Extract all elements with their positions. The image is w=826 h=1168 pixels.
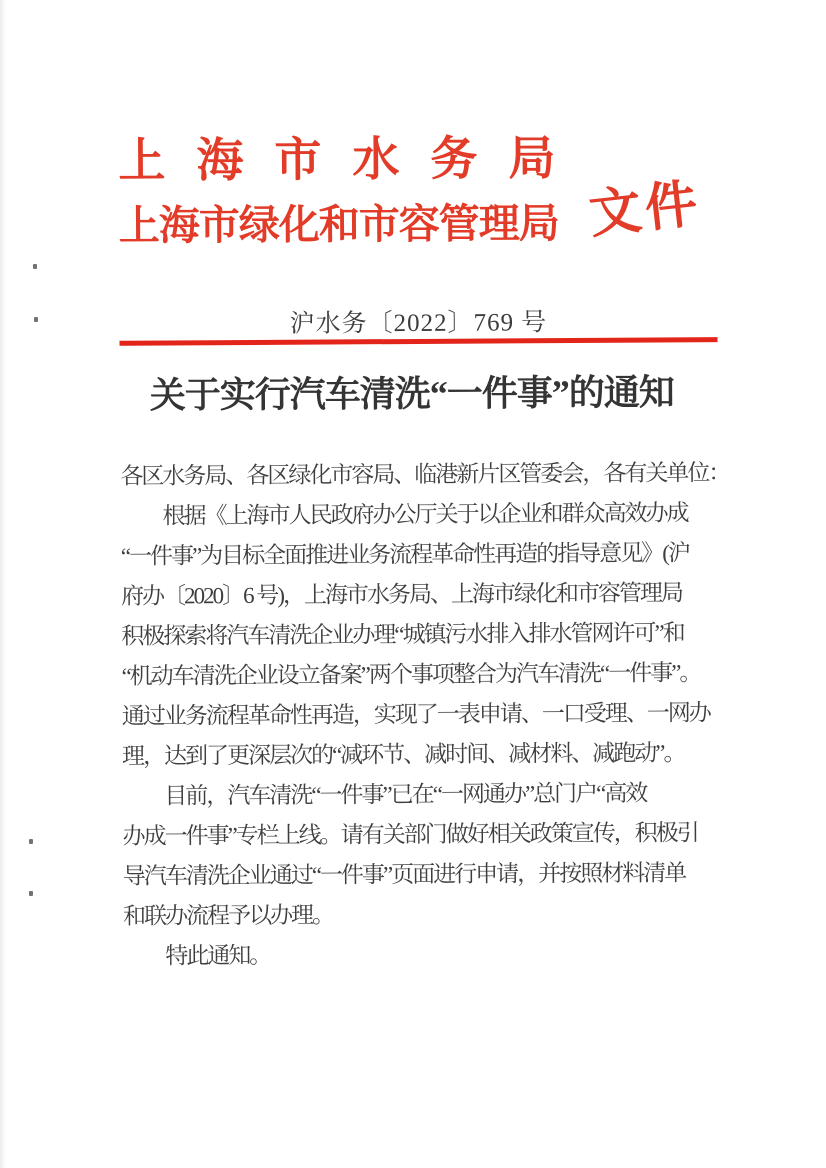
body-line: 办成一件事”专栏上线。请有关部门做好相关政策宣传，积极引 xyxy=(122,820,698,849)
body-line: 积极探索将汽车清洗企业办理“城镇污水排入排水管网许可”和 xyxy=(121,620,684,649)
agency-name-primary: 上海市水务局 xyxy=(118,132,587,188)
agency-name-secondary: 上海市绿化和市容管理局 xyxy=(118,200,559,249)
doc-type-label: 文件 xyxy=(586,175,705,245)
body-line: 目前，汽车清洗“一件事”已在“一网通办”总门户“高效 xyxy=(122,780,647,809)
body-line: 导汽车清洗企业通过“一件事”页面进行申请，并按照材料清单 xyxy=(122,860,686,889)
document-title: 关于实行汽车清洗“一件事”的通知 xyxy=(149,372,674,416)
body-line: 和联办流程予以办理。 xyxy=(122,902,334,929)
body-line: 通过业务流程革命性再造，实现了一表申请、一口受理、一网办 xyxy=(121,700,710,729)
document-body xyxy=(120,453,748,977)
document-number: 沪水务〔2022〕769 号 xyxy=(289,309,548,338)
body-line: “一件事”为目标全面推进业务流程革命性再造的指导意见》(沪 xyxy=(120,540,689,569)
body-line: 特此通知。 xyxy=(123,942,271,969)
body-line: 府办〔2020〕6 号)，上海市水务局、上海市绿化和市容管理局 xyxy=(120,580,683,609)
body-line: “机动车清洗企业设立备案”两个事项整合为汽车清洗“一件事”。 xyxy=(121,660,701,689)
body-line: 根据《上海市人民政府办公厅关于以企业和群众高效办成 xyxy=(120,500,688,529)
body-line: 各区水务局、各区绿化市容局、临港新片区管委会，各有关单位： xyxy=(120,460,730,489)
body-line: 理，达到了更深层次的“减环节、减时间、减材料、减跑动”。 xyxy=(121,740,685,769)
